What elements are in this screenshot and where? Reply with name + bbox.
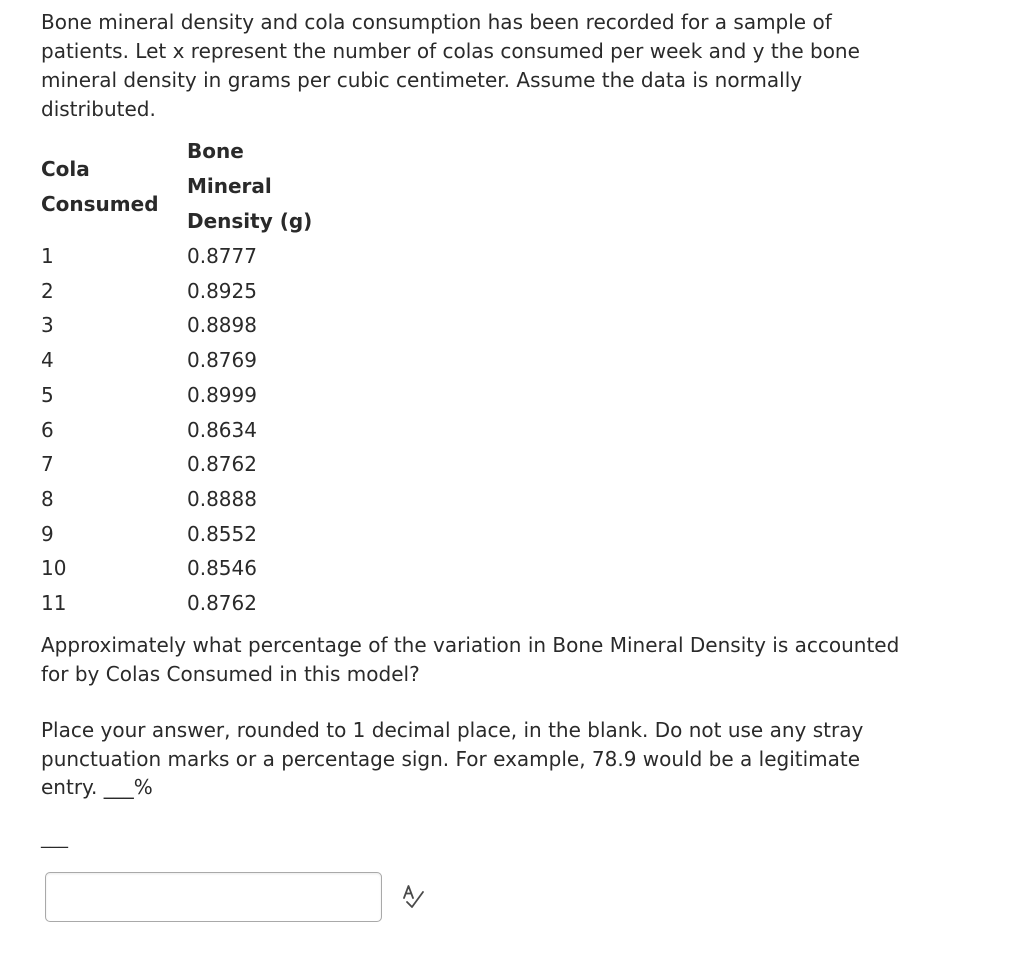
header-y-line: Bone	[187, 139, 244, 163]
bone-density-cell: 0.8546	[187, 556, 257, 581]
cola-consumed-cell: 4	[41, 348, 54, 373]
question-intro: Bone mineral density and cola consumption has been recorded for a sample of patients. Let x represent the number of colas consumed per week and y the bone mineral density in grams per cubic centimeter. Assume the data is normally distributed.	[41, 10, 860, 121]
header-y-line: Density (g)	[187, 209, 313, 233]
data-table	[41, 134, 347, 621]
bone-density-cell: 0.8898	[187, 313, 257, 338]
table-row	[41, 586, 347, 621]
question-prompt: Approximately what percentage of the variation in Bone Mineral Density is accounted for by Colas Consumed in this model?	[41, 633, 900, 686]
cola-consumed-cell: 6	[41, 417, 54, 442]
cola-consumed-cell: 8	[41, 486, 54, 511]
spell-check-icon	[399, 883, 427, 911]
table-row	[41, 517, 347, 552]
spell-check-icon[interactable]	[399, 883, 427, 911]
cola-consumed-cell: 11	[41, 591, 67, 616]
answer-instructions: Place your answer, rounded to 1 decimal place, in the blank. Do not use any stray punctuation marks or a percentage sign. For example, 78.9 would be a legitimate entry. ___%	[41, 718, 864, 799]
bone-density-cell: 0.8888	[187, 486, 257, 511]
bone-density-cell: 0.8552	[187, 521, 257, 546]
blank-marker: ___	[41, 828, 68, 849]
answer-input[interactable]	[45, 872, 382, 922]
table-row	[41, 482, 347, 517]
cola-consumed-cell: 5	[41, 382, 54, 407]
cola-consumed-cell: 9	[41, 521, 54, 546]
header-cola-consumed	[41, 134, 187, 239]
header-x-line: Cola	[41, 156, 90, 181]
bone-density-cell: 0.8769	[187, 348, 257, 373]
header-bone-mineral-density	[187, 134, 347, 239]
table-header-row	[41, 134, 347, 239]
cola-consumed-cell: 3	[41, 313, 54, 338]
bone-density-cell: 0.8925	[187, 278, 257, 303]
table-row	[41, 378, 347, 413]
table-row	[41, 343, 347, 378]
bone-density-cell: 0.8762	[187, 452, 257, 477]
bone-density-cell: 0.8777	[187, 244, 257, 268]
cola-consumed-cell: 2	[41, 278, 54, 303]
table-row	[41, 447, 347, 482]
table-row	[41, 551, 347, 586]
table-row	[41, 274, 347, 309]
cola-consumed-cell: 10	[41, 556, 67, 581]
cola-consumed-cell: 1	[41, 244, 54, 268]
question-text	[41, 8, 911, 124]
bone-density-cell: 0.8634	[187, 417, 257, 442]
table-row	[41, 239, 347, 274]
header-x-line: Consumed	[41, 191, 159, 216]
bone-density-cell: 0.8999	[187, 382, 257, 407]
table-row	[41, 308, 347, 343]
cola-consumed-cell: 7	[41, 452, 54, 477]
table-row	[41, 413, 347, 448]
bone-density-cell: 0.8762	[187, 591, 257, 616]
header-y-line: Mineral	[187, 174, 272, 198]
